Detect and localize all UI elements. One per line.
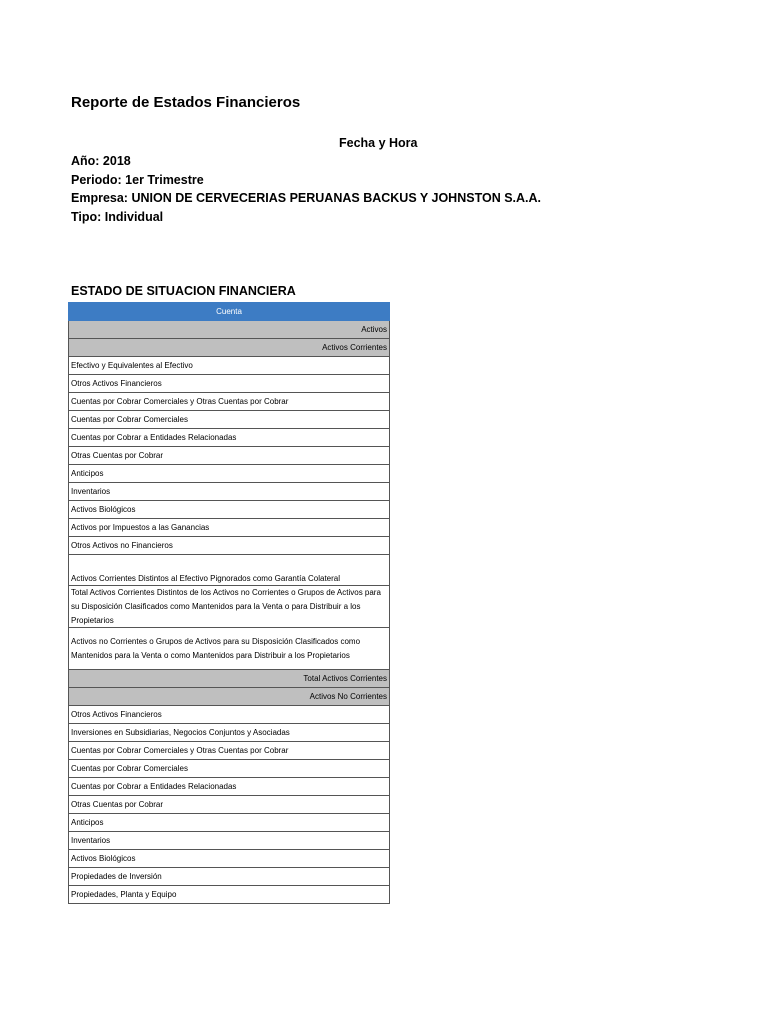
account-cell: Otros Activos Financieros [69, 706, 390, 724]
table-row [69, 393, 390, 411]
account-cell: Activos no Corrientes o Grupos de Activos para su Disposición Clasificados como Mantenidos para la Venta o como Mantenidos para Distribuir a los Propietarios [69, 628, 390, 670]
table-row [69, 778, 390, 796]
account-cell: Cuentas por Cobrar Comerciales y Otras Cuentas por Cobrar [69, 742, 390, 760]
table-row [69, 501, 390, 519]
account-cell: Cuentas por Cobrar Comerciales [69, 760, 390, 778]
account-cell: Activos por Impuestos a las Ganancias [69, 519, 390, 537]
table-row [69, 483, 390, 501]
period-label: Periodo: 1er Trimestre [71, 173, 204, 187]
account-cell: Otros Activos no Financieros [69, 537, 390, 555]
account-cell: Activos [69, 321, 390, 339]
account-cell: Otras Cuentas por Cobrar [69, 447, 390, 465]
table-row [69, 832, 390, 850]
account-cell: Activos Corrientes Distintos al Efectivo Pignorados como Garantía Colateral [69, 555, 390, 586]
account-cell: Inversiones en Subsidiarias, Negocios Conjuntos y Asociadas [69, 724, 390, 742]
account-cell: Otras Cuentas por Cobrar [69, 796, 390, 814]
account-cell: Efectivo y Equivalentes al Efectivo [69, 357, 390, 375]
account-cell: Cuentas por Cobrar Comerciales [69, 411, 390, 429]
table-subheader-row [69, 321, 390, 339]
account-cell: Inventarios [69, 483, 390, 501]
account-cell: Activos Biológicos [69, 850, 390, 868]
year-label: Año: 2018 [71, 154, 131, 168]
table-row [69, 375, 390, 393]
report-title: Reporte de Estados Financieros [71, 94, 301, 111]
header-cell: Cuenta [69, 303, 390, 321]
table-row [69, 628, 390, 670]
table-row [69, 555, 390, 586]
account-cell: Propiedades de Inversión [69, 868, 390, 886]
table-row [69, 447, 390, 465]
account-cell: Activos Biológicos [69, 501, 390, 519]
fecha-label: Fecha y Hora [339, 136, 418, 150]
table-row [69, 706, 390, 724]
section-title: ESTADO DE SITUACION FINANCIERA [71, 284, 296, 298]
company-label: Empresa: UNION DE CERVECERIAS PERUANAS BACKUS Y JOHNSTON S.A.A. [71, 191, 542, 205]
table-subheader-row [69, 670, 390, 688]
table-row [69, 868, 390, 886]
financial-table [68, 302, 390, 904]
account-cell: Anticipos [69, 465, 390, 483]
table-row [69, 411, 390, 429]
table-row [69, 760, 390, 778]
table-row [69, 357, 390, 375]
table-row [69, 724, 390, 742]
table-row [69, 429, 390, 447]
account-cell: Cuentas por Cobrar a Entidades Relacionadas [69, 778, 390, 796]
table-row [69, 537, 390, 555]
account-cell: Activos Corrientes [69, 339, 390, 357]
account-cell: Activos No Corrientes [69, 688, 390, 706]
report-meta [0, 130, 542, 230]
table-row [69, 850, 390, 868]
table-row [69, 465, 390, 483]
table-row [69, 586, 390, 628]
type-label: Tipo: Individual [71, 210, 164, 224]
account-cell: Otros Activos Financieros [69, 375, 390, 393]
account-cell: Inventarios [69, 832, 390, 850]
table-row [69, 796, 390, 814]
account-cell: Cuentas por Cobrar a Entidades Relacionadas [69, 429, 390, 447]
table-row [69, 814, 390, 832]
account-cell: Total Activos Corrientes [69, 670, 390, 688]
table-row [69, 742, 390, 760]
table-subheader-row [69, 688, 390, 706]
table-subheader-row [69, 339, 390, 357]
table-header [69, 303, 390, 321]
account-cell: Anticipos [69, 814, 390, 832]
table-row [69, 519, 390, 537]
account-cell: Propiedades, Planta y Equipo [69, 886, 390, 904]
account-cell: Total Activos Corrientes Distintos de los Activos no Corrientes o Grupos de Activos para su Disposición Clasificados como Mantenidos para la Venta o para Distribuir a los Propietarios [69, 586, 390, 628]
account-cell: Cuentas por Cobrar Comerciales y Otras Cuentas por Cobrar [69, 393, 390, 411]
table-row [69, 886, 390, 904]
